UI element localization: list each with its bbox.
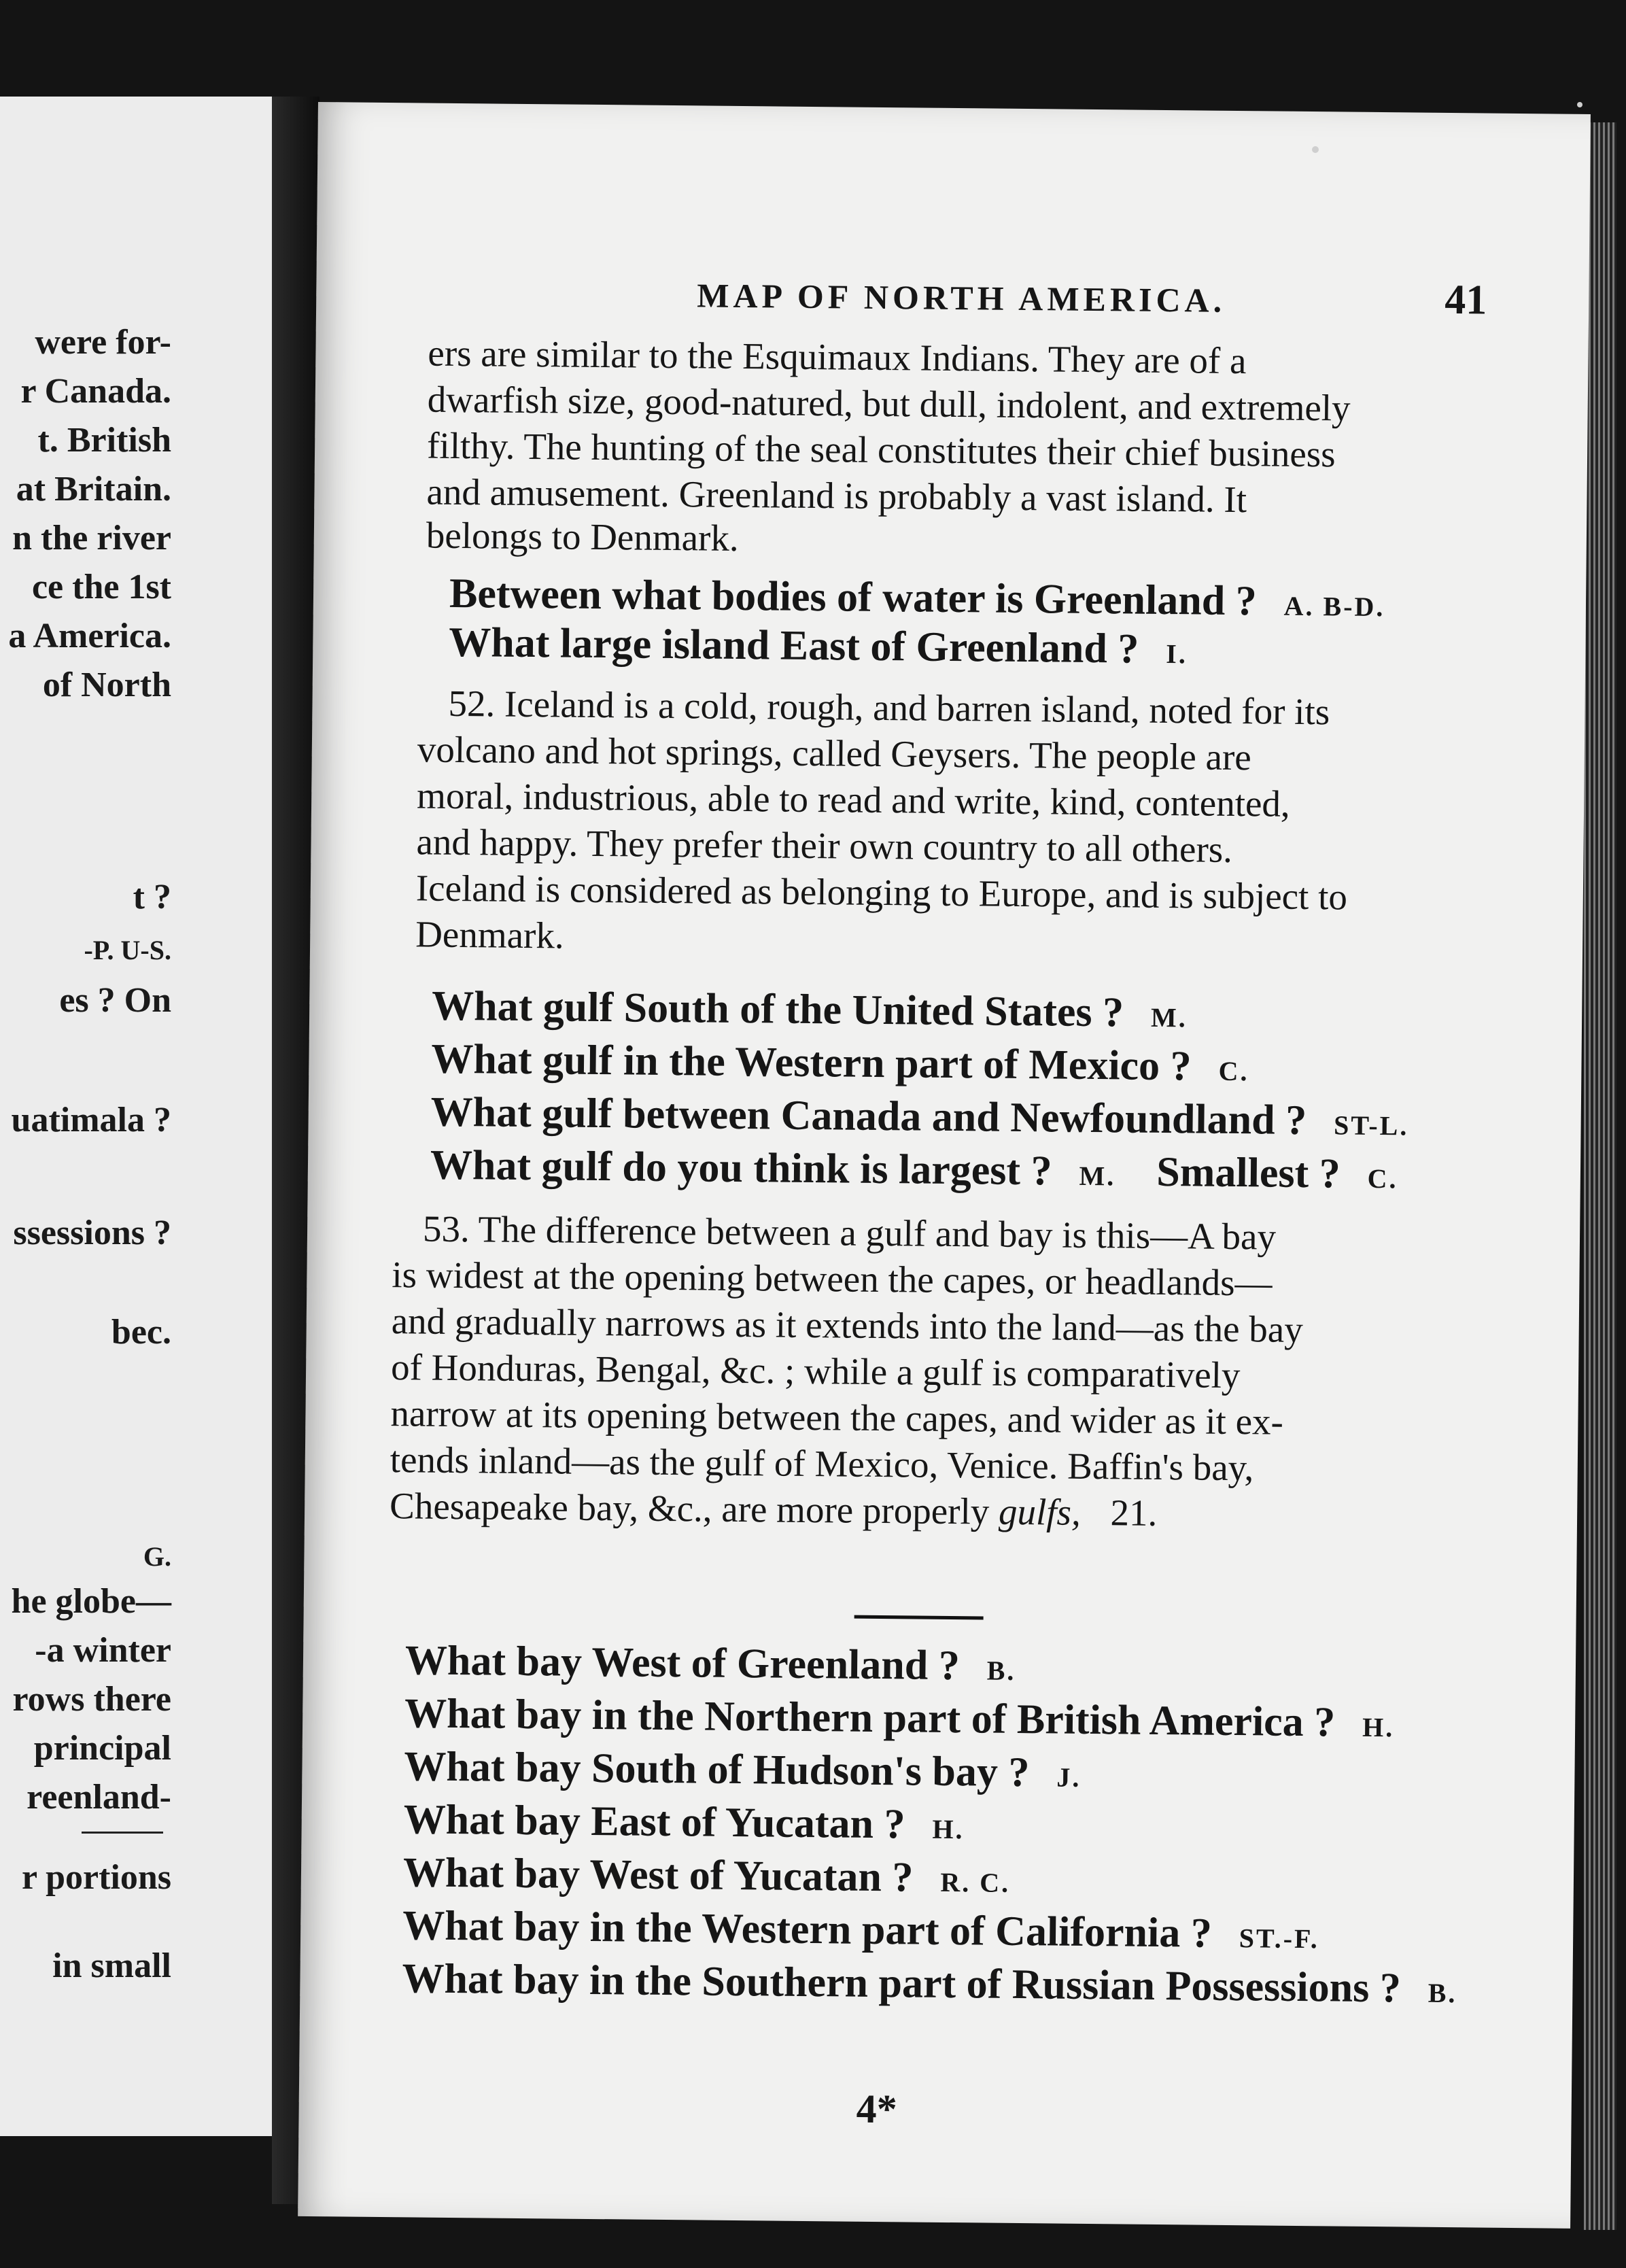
question-text: Between what bodies of water is Greenland ? [449,570,1258,625]
answer-key: M. [1079,1160,1116,1192]
answer-key: R. C. [940,1866,1011,1898]
paragraph-line: ers are similar to the Esquimaux Indians. They are of a [428,332,1247,382]
paragraph-line: Iceland is considered as belonging to Europe, and is subject to [415,867,1348,918]
question-line [449,620,1188,676]
question-text: What gulf South of the United States ? [431,982,1124,1036]
question-text: What bay in the Western part of California ? [402,1902,1213,1957]
question-line [403,1850,1011,1906]
paragraph-line: dwarfish size, good-natured, but dull, indolent, and extremely [427,378,1351,429]
question-text: What gulf in the Western part of Mexico ? [431,1035,1192,1090]
paragraph-line: and gradually narrows as it extends into the land—as the bay [391,1300,1304,1350]
answer-key: B. [1428,1977,1457,2009]
left-facing-page [0,97,276,2136]
left-page-line: -P. U-S. [84,935,171,965]
question-text: What bay in the Southern part of Russian Possessions ? [402,1955,1402,2012]
question-text: What bay in the Northern part of British America ? [404,1690,1336,1746]
right-page [298,102,1591,2229]
answer-key: C. [1218,1055,1249,1087]
question-text: What bay West of Yucatan ? [402,1849,914,1901]
question-line [402,1903,1319,1961]
left-page-line: ssessions ? [13,1214,171,1252]
left-page-line: of North [42,666,171,704]
left-page-line: bec. [111,1313,171,1352]
question-line [432,984,1188,1041]
left-page-line: es ? On [59,981,171,1020]
paragraph-line: 53. The difference between a gulf and bay is this—A bay [422,1207,1277,1258]
signature-mark: 4* [856,2086,898,2132]
left-page-line: uatimala ? [11,1101,171,1139]
reference-number: 21. [1110,1492,1158,1534]
question-line [402,1956,1457,2016]
paragraph-line: belongs to Denmark. [426,514,739,559]
speck [1577,102,1582,107]
paragraph-line: and amusement. Greenland is probably a vast island. It [426,470,1247,521]
question-line [430,1090,1408,1149]
left-page-line: n the river [12,519,171,557]
paragraph-line: volcano and hot springs, called Geysers. The people are [417,728,1252,778]
question-line [403,1797,965,1852]
question-text: What bay West of Greenland ? [404,1637,961,1689]
left-page-line: in small [52,1946,171,1985]
question-text: What large island East of Greenland ? [449,619,1139,672]
answer-key: ST.-F. [1239,1923,1320,1955]
paragraph-line: and happy. They prefer their own country to all others. [416,821,1233,870]
left-page-line: rows there [12,1680,171,1719]
section-rule [854,1615,984,1620]
paragraph-line: Denmark. [415,913,564,957]
paragraph-line: is widest at the opening between the capes, or headlands— [392,1254,1273,1304]
question-line [404,1744,1082,1800]
left-page-line: G. [143,1541,171,1572]
paragraph-text: Chesapeake bay, &c., are more properly [389,1485,990,1532]
speck [1312,146,1319,153]
left-page-line: t ? [133,878,171,916]
left-page-rule [82,1832,163,1834]
answer-key: J. [1056,1762,1082,1793]
answer-key: C. [1367,1163,1398,1195]
italic-word: gulfs, [998,1490,1082,1533]
question-text: What bay East of Yucatan ? [403,1796,905,1848]
question-line [404,1691,1395,1750]
answer-key: I. [1166,638,1188,670]
left-page-line: t. British [37,421,171,460]
paragraph-line: of Honduras, Bengal, &c. ; while a gulf is comparatively [390,1346,1241,1396]
question-text: What gulf do you think is largest ? [430,1141,1052,1195]
paragraph-line: narrow at its opening between the capes, and wider as it ex- [390,1392,1284,1443]
left-page-line: r Canada. [20,372,171,411]
page-edges [1584,122,1616,2230]
paragraph-line [390,1483,1158,1536]
paragraph-line: 52. Iceland is a cold, rough, and barren island, noted for its [448,682,1330,733]
paragraph-line: moral, industrious, able to read and write, kind, contented, [416,774,1290,825]
question-text: What bay South of Hudson's bay ? [404,1743,1030,1796]
left-page-line: reenland- [27,1778,171,1817]
left-page-line: were for- [35,323,171,362]
answer-key: B. [986,1655,1016,1686]
left-page-line: he globe— [11,1582,171,1621]
left-page-line: a America. [8,617,171,655]
answer-key: A. B-D. [1283,590,1385,623]
answer-key: M. [1150,1001,1188,1033]
paragraph-line: filthy. The hunting of the seal constitutes their chief business [426,424,1336,475]
paragraph-line: tends inland—as the gulf of Mexico, Venice. Baffin's bay, [390,1439,1254,1489]
answer-key: H. [932,1813,965,1845]
question-line [430,1143,1398,1202]
left-page-line: ce the 1st [31,568,171,606]
left-page-line: at Britain. [16,470,171,509]
left-page-line: principal [33,1729,171,1768]
left-page-line: r portions [21,1858,171,1897]
answer-key: ST-L. [1333,1110,1409,1141]
question-line [405,1638,1016,1694]
page-number: 41 [1444,276,1487,324]
left-page-line: -a winter [35,1631,171,1670]
question-text: What gulf between Canada and Newfoundland ? [430,1088,1307,1144]
running-header: MAP OF NORTH AMERICA. [697,276,1226,320]
question-text: Smallest ? [1156,1148,1341,1197]
question-line [431,1037,1249,1095]
answer-key: H. [1362,1711,1395,1743]
